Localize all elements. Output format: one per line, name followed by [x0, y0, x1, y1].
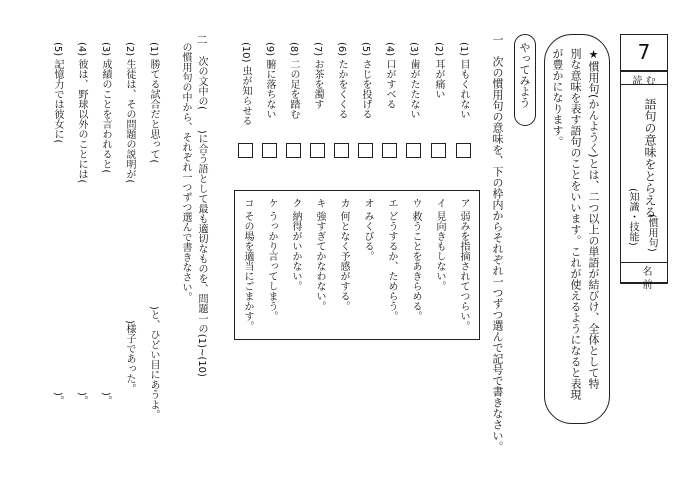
q2-item-start: (2) 生徒は、その問題の説明が(: [124, 42, 135, 184]
choice-item: コ その場を適当にごまかす。: [242, 198, 253, 332]
q1-item: (10) 虫が知らせる: [240, 42, 251, 126]
answer-box[interactable]: [406, 143, 421, 158]
choice-item: カ 何となく予感がする。: [338, 198, 349, 312]
choice-item: ケ うっかり言ってしまう。: [266, 198, 277, 322]
answer-box[interactable]: [358, 143, 373, 158]
q1-item: (9) 腑に落ちない: [264, 42, 275, 120]
name-label: 名 前: [640, 266, 651, 290]
q2-item-end: )様子であった。: [124, 320, 135, 394]
choice-item: キ 強すぎてかなわない。: [314, 198, 325, 312]
q1-item: (1) 目もくれない: [458, 42, 469, 120]
choice-item: ア 弱みを指摘されてつらい。: [458, 198, 469, 332]
header-divider: [620, 262, 668, 263]
read-label: 読 む: [632, 76, 656, 87]
q2-item-start: (4) 彼は、野球以外のことには(: [76, 42, 87, 184]
q1-number: 一: [491, 34, 504, 45]
q2-item-start: (5) 記憶力では彼女に(: [52, 42, 63, 144]
q2-item-end: )。: [76, 392, 87, 406]
q2-item-end: )。: [52, 392, 63, 406]
q2-item-start: (3) 成績のことを言われると(: [100, 42, 111, 174]
q2-number: 二: [195, 34, 208, 45]
page-title-sub: (慣用句): [646, 214, 657, 252]
choice-item: イ 見向きもしない。: [434, 198, 445, 292]
try-label: やってみよう: [518, 42, 531, 108]
q2-item-start: (1) 勝てる試合だと思って(: [148, 42, 159, 164]
q2-item-end: )。: [100, 392, 111, 406]
q1-item: (6) たかをくくる: [336, 42, 347, 120]
category-label: (知識・技能): [627, 188, 638, 246]
intro-line-3: が豊かになります。: [551, 48, 564, 147]
choice-item: ク 納得がいかない。: [290, 198, 301, 292]
page-title: 語句の意味をとらえる: [643, 98, 657, 218]
q1-item: (2) 耳が痛い: [433, 42, 444, 100]
q2-item-end: )と、ひどい目にあうよ。: [148, 306, 159, 420]
choice-item: エ どうするか、ためらう。: [386, 198, 397, 322]
q1-item: (3) 歯がたたない: [408, 42, 419, 120]
intro-line-1: ★慣用句(かんようく)とは、二つ以上の単語が結びけ、全体として特: [587, 48, 600, 389]
answer-box[interactable]: [456, 143, 471, 158]
answer-box[interactable]: [431, 143, 446, 158]
q1-item: (4) 口がすべる: [384, 42, 395, 110]
q1-item: (8) 二の足を踏む: [288, 42, 299, 120]
answer-box[interactable]: [334, 143, 349, 158]
answer-box[interactable]: [262, 143, 277, 158]
choice-item: オ みくびる。: [362, 198, 373, 262]
q2-instruction-2: の慣用句の中から、それぞれ一つずつ選んで書きなさい。: [180, 42, 191, 302]
lesson-number: 7: [637, 40, 651, 64]
q1-item: (5) さじを投げる: [360, 42, 371, 120]
choice-item: ウ 救うことをあきらめる。: [410, 198, 421, 322]
answer-box[interactable]: [382, 143, 397, 158]
q2-instruction-1: 次の文中の( )に合う語として最も適切なものを、問題一の(1)~(10): [196, 56, 207, 377]
q1-instruction: 次の慣用句の意味を、下の枠内からそれぞれ一つずつ選んで記号で書きなさい。: [491, 56, 504, 452]
answer-box[interactable]: [310, 143, 325, 158]
answer-box[interactable]: [286, 143, 301, 158]
answer-box[interactable]: [238, 143, 253, 158]
intro-line-2: 別な意味を表す語句のことをいいます。これが使えるようになると表現: [569, 48, 582, 400]
q1-item: (7) お茶を濁す: [312, 42, 323, 110]
